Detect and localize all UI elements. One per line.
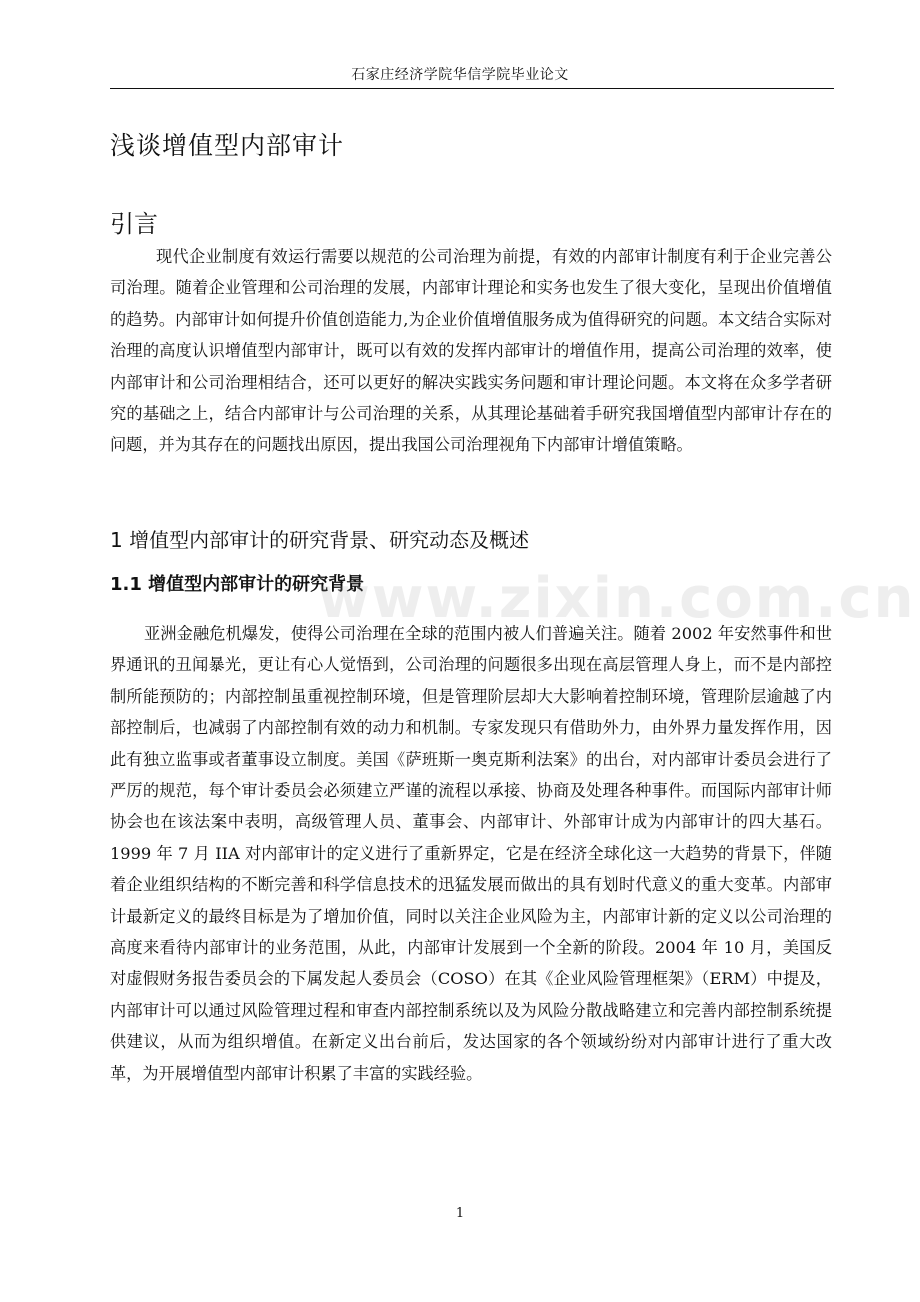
section-1-heading: 1 增值型内部审计的研究背景、研究动态及概述 — [110, 528, 530, 552]
section-1-1-paragraph: 亚洲金融危机爆发，使得公司治理在全球的范围内被人们普遍关注。随着 2002 年安然事件和世界通讯的丑闻暴光，更让有心人觉悟到，公司治理的问题很多出现在高层管理人身上，而不是内部控制所能预防的；内部控制虽重视控制环境，但是管理阶层却大大影响着控制环境，管理阶层逾越了内部控制后，也减弱了内部控制有效的动力和机制。专家发现只有借助外力，由外界力量发挥作用，因此有独立监事或者董事设立制度。美国《萨班斯一奥克斯利法案》的出台，对内部审计委员会进行了严厉的规范，每个审计委员会必须建立严谨的流程以承接、协商及处理各种事件。而国际内部审计师协会也在该法案中表明，高级管理人员、董事会、内部审计、外部审计成为内部审计的四大基石。1999 年 7 月 IIA 对内部审计的定义进行了重新界定，它是在经济全球化这一大趋势的背景下，伴随着企业组织结构的不断完善和科学信息技术的迅猛发展而做出的具有划时代意义的重大变革。内部审计最新定义的最终目标是为了增加价值，同时以关注企业风险为主，内部审计新的定义以公司治理的高度来看待内部审计的业务范围，从此，内部审计发展到一个全新的阶段。2004 年 10 月，美国反对虚假财务报告委员会的下属发起人委员会（COSO）在其《企业风险管理框架》（ERM）中提及，内部审计可以通过风险管理过程和审查内部控制系统以及为风险分散战略建立和完善内部控制系统提供建议，从而为组织增值。在新定义出台前后，发达国家的各个领域纷纷对内部审计进行了重大改革，为开展增值型内部审计积累了丰富的实践经验。 — [110, 624, 832, 1083]
page-header: 石家庄经济学院华信学院毕业论文 — [351, 67, 569, 83]
section-1-1-heading: 1.1 增值型内部审计的研究背景 — [110, 574, 365, 595]
document-title: 浅谈增值型内部审计 — [110, 131, 345, 160]
header-rule — [110, 88, 834, 89]
page-number: 1 — [455, 1206, 465, 1221]
watermark: www.zixin.com.cn — [318, 566, 916, 631]
intro-heading: 引言 — [110, 210, 158, 238]
intro-paragraph: 现代企业制度有效运行需要以规范的公司治理为前提，有效的内部审计制度有利于企业完善公司治理。随着企业管理和公司治理的发展，内部审计理论和实务也发生了很大变化，呈现出价值增值的趋势。内部审计如何提升价值创造能力,为企业价值增值服务成为值得研究的问题。本文结合实际对治理的高度认识增值型内部审计，既可以有效的发挥内部审计的增值作用，提高公司治理的效率，使内部审计和公司治理相结合，还可以更好的解决实践实务问题和审计理论问题。本文将在众多学者研究的基础之上，结合内部审计与公司治理的关系，从其理论基础着手研究我国增值型内部审计存在的问题，并为其存在的问题找出原因，提出我国公司治理视角下内部审计增值策略。 — [110, 247, 832, 455]
